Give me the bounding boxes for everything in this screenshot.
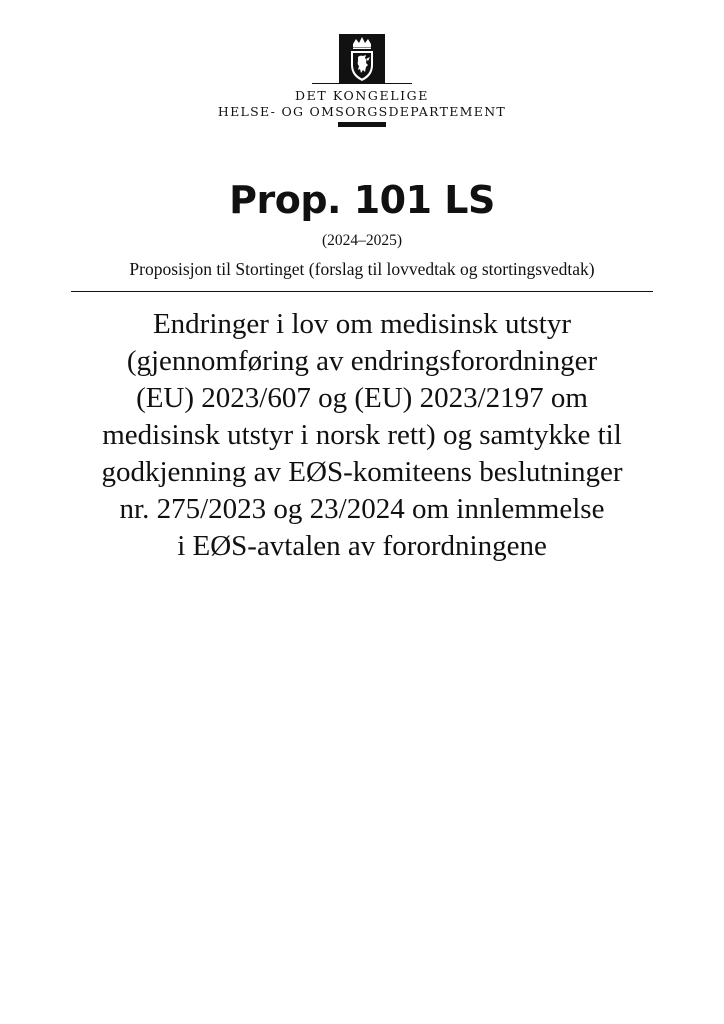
title-divider: [71, 291, 653, 292]
norwegian-coat-of-arms-icon: [339, 34, 385, 84]
title-line: Endringer i lov om medisinsk utstyr: [152, 308, 572, 340]
ministry-name-line1: DET KONGELIGE: [295, 88, 429, 103]
title-line: godkjenning av EØS-komiteens beslutninger: [101, 456, 623, 488]
title-line: nr. 275/2023 og 23/2024 om innlemmelse: [119, 493, 605, 525]
title-line: (EU) 2023/607 og (EU) 2023/2197 om: [136, 382, 588, 414]
ministry-top-rule: [312, 83, 412, 84]
ministry-logo: [0, 34, 724, 89]
proposition-subtitle: Proposisjon til Stortinget (forslag til lovvedtak og stortingsvedtak): [129, 259, 595, 279]
title-line: medisinsk utstyr i norsk rett) og samtykke til: [102, 419, 622, 451]
proposition-number: Prop. 101 LS: [229, 178, 495, 222]
ministry-name-line2: HELSE- OG OMSORGSDEPARTEMENT: [217, 104, 507, 119]
title-line: (gjennomføring av endringsforordninger: [126, 345, 598, 377]
session-years: (2024–2025): [321, 232, 403, 249]
ministry-underline-bar: [338, 122, 386, 127]
title-line: i EØS-avtalen av forordningene: [177, 530, 547, 562]
document-title: [60, 306, 664, 565]
